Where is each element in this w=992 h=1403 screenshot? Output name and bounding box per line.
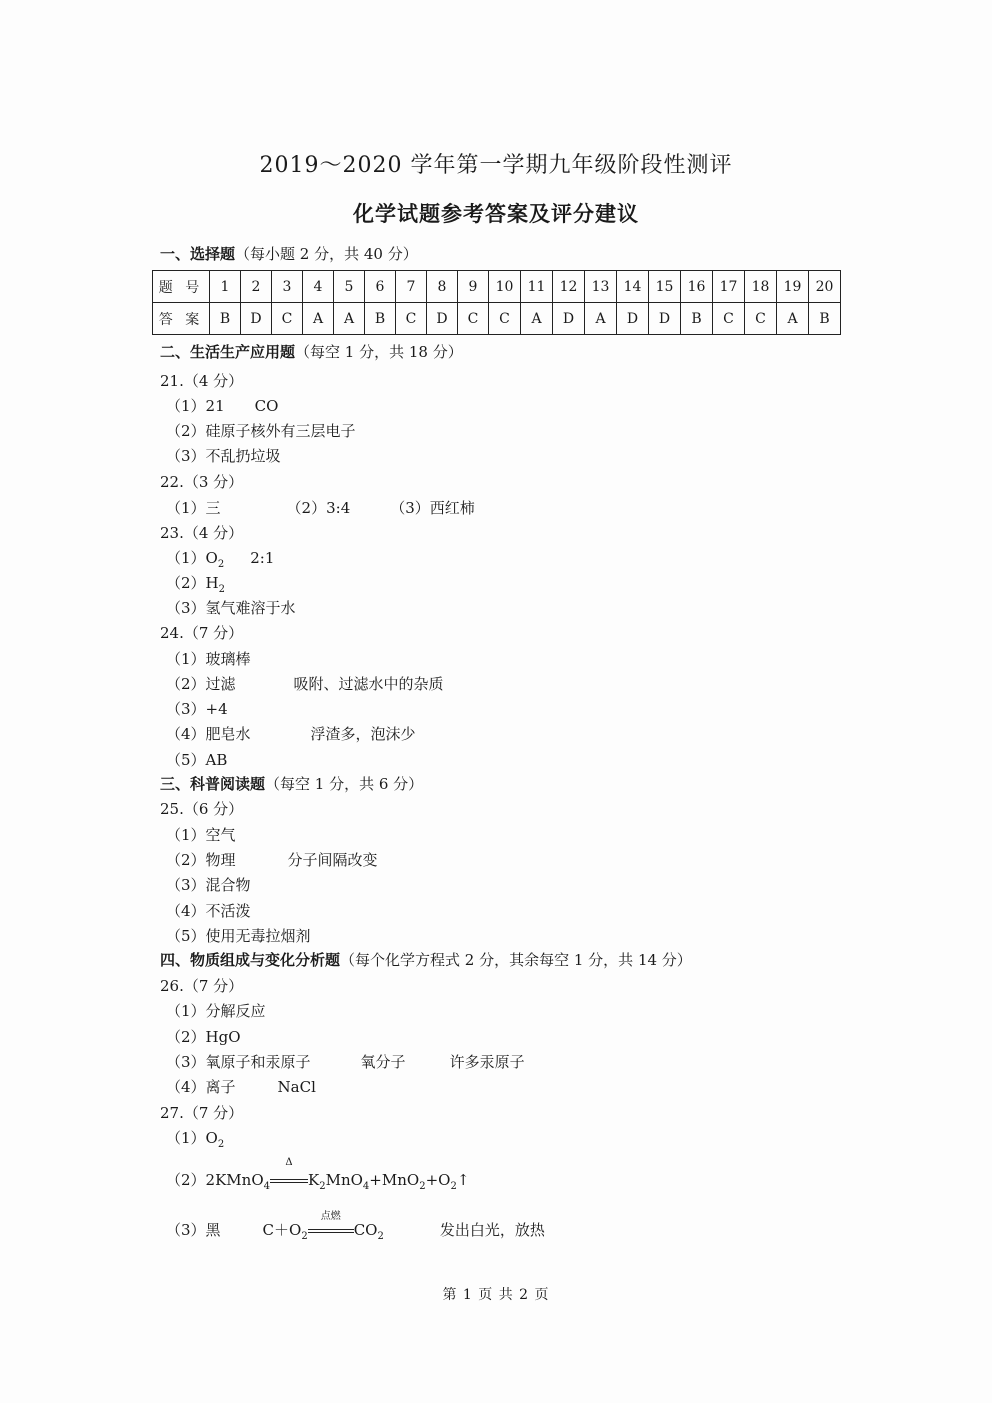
q26-answer-3b: 氧分子 bbox=[360, 1053, 406, 1071]
ignite-condition: 点燃 bbox=[320, 1211, 341, 1222]
q22-heading: 22.（3 分） bbox=[160, 473, 244, 491]
equation-2-left-sub: 4 bbox=[263, 1181, 270, 1192]
row-label-answer: 答 案 bbox=[153, 303, 210, 335]
q27-line-3 bbox=[166, 1211, 545, 1242]
equation-3-left-sub: 2 bbox=[301, 1231, 308, 1242]
q24-answer-2b: 吸附、过滤水中的杂质 bbox=[293, 675, 444, 693]
q22-line-1 bbox=[166, 497, 475, 518]
equation-2-right bbox=[308, 1171, 470, 1192]
question-number-cell: 11 bbox=[521, 271, 553, 303]
q23-answer-1b: 2:1 bbox=[250, 549, 275, 567]
answer-cell: A bbox=[585, 303, 617, 335]
section-2-note: （每空 1 分，共 18 分） bbox=[295, 343, 463, 361]
q27-answer-3a: （3）黑 bbox=[166, 1221, 221, 1239]
answer-cell: C bbox=[489, 303, 521, 335]
question-number-cell: 9 bbox=[458, 271, 489, 303]
eq2-k: K bbox=[308, 1171, 320, 1189]
question-number-cell: 1 bbox=[210, 271, 241, 303]
section-4-note: （每个化学方程式 2 分，其余每空 1 分，共 14 分） bbox=[340, 951, 692, 969]
q24-line-5: （5）AB bbox=[166, 751, 228, 769]
section-3-note: （每空 1 分，共 6 分） bbox=[265, 775, 424, 793]
q25-line-2 bbox=[166, 849, 378, 870]
answer-cell: B bbox=[210, 303, 241, 335]
q21-line-1 bbox=[166, 395, 278, 416]
q24-answer-4b: 浮渣多，泡沫少 bbox=[310, 725, 416, 743]
equation-2-left: 2KMnO bbox=[205, 1171, 264, 1189]
answer-cell: A bbox=[521, 303, 553, 335]
eq2-mno2-sub: 2 bbox=[419, 1181, 426, 1192]
q23-line-3: （3）氢气难溶于水 bbox=[166, 599, 296, 617]
q25-line-4: （4）不活泼 bbox=[166, 902, 251, 920]
q24-answer-2a: （2）过滤 bbox=[166, 675, 236, 693]
page-footer: 第 1 页 共 2 页 bbox=[442, 1287, 550, 1303]
section-3-title: 三、科普阅读题 bbox=[160, 775, 266, 793]
q27-line-1 bbox=[166, 1127, 224, 1150]
answer-cell: A bbox=[777, 303, 809, 335]
answer-cell: C bbox=[458, 303, 489, 335]
q26-line-1: （1）分解反应 bbox=[166, 1002, 266, 1020]
q27-heading: 27.（7 分） bbox=[160, 1104, 244, 1122]
q23-line-1 bbox=[166, 547, 274, 570]
q23-answer-1a: （1）O bbox=[166, 549, 218, 567]
q26-line-4 bbox=[166, 1076, 316, 1097]
q27-line-2 bbox=[166, 1157, 470, 1192]
row-label-number: 题 号 bbox=[153, 271, 210, 303]
q23-answer-1a-sub: 2 bbox=[217, 559, 225, 570]
q25-line-5: （5）使用无毒拉烟剂 bbox=[166, 927, 311, 945]
q25-line-3: （3）混合物 bbox=[166, 876, 251, 894]
question-number-cell: 4 bbox=[303, 271, 334, 303]
question-number-cell: 12 bbox=[553, 271, 585, 303]
q26-answer-4b: NaCl bbox=[277, 1078, 316, 1096]
q26-line-3 bbox=[166, 1051, 525, 1072]
q24-line-1: （1）玻璃棒 bbox=[166, 650, 251, 668]
q22-answer-1: （1）三 bbox=[166, 499, 221, 517]
q27-answer-1: （1）O bbox=[166, 1129, 218, 1147]
equation-3-arrow bbox=[308, 1211, 354, 1239]
answer-table bbox=[152, 270, 841, 335]
section-4-title: 四、物质组成与变化分析题 bbox=[160, 951, 341, 969]
equation-3-left: C＋O bbox=[262, 1221, 302, 1239]
section-2-title: 二、生活生产应用题 bbox=[160, 343, 296, 361]
answer-cell: D bbox=[553, 303, 585, 335]
question-number-cell: 13 bbox=[585, 271, 617, 303]
question-number-cell: 8 bbox=[427, 271, 458, 303]
q21-answer-1a: （1）21 bbox=[166, 397, 225, 415]
q24-line-4 bbox=[166, 723, 416, 744]
question-number-cell: 2 bbox=[241, 271, 272, 303]
eq2-gas-arrow: ↑ bbox=[456, 1171, 470, 1189]
q21-heading: 21.（4 分） bbox=[160, 372, 244, 390]
question-number-cell: 16 bbox=[681, 271, 713, 303]
q26-answer-3c: 许多汞原子 bbox=[449, 1053, 525, 1071]
eq2-mno2: +MnO bbox=[369, 1171, 420, 1189]
q25-answer-2b: 分子间隔改变 bbox=[287, 851, 378, 869]
question-number-cell: 18 bbox=[745, 271, 777, 303]
answer-cell: B bbox=[681, 303, 713, 335]
eq2-mno: MnO bbox=[325, 1171, 363, 1189]
answer-cell: C bbox=[272, 303, 303, 335]
section-2-heading bbox=[160, 341, 463, 362]
question-number-cell: 14 bbox=[617, 271, 649, 303]
q22-answer-3: （3）西红柿 bbox=[390, 499, 475, 517]
equation-3-right: CO bbox=[353, 1221, 378, 1239]
question-number-cell: 7 bbox=[396, 271, 427, 303]
table-row-answers bbox=[153, 303, 841, 335]
equation-2-arrow bbox=[270, 1157, 308, 1189]
eq2-k-sub: 2 bbox=[319, 1181, 326, 1192]
q25-line-1: （1）空气 bbox=[166, 826, 236, 844]
q27-answer-2-prefix: （2） bbox=[166, 1171, 206, 1189]
question-number-cell: 20 bbox=[809, 271, 841, 303]
section-3-heading bbox=[160, 773, 423, 794]
answer-cell: D bbox=[649, 303, 681, 335]
q22-answer-2: （2）3:4 bbox=[286, 499, 351, 517]
q21-line-3: （3）不乱扔垃圾 bbox=[166, 447, 281, 465]
q26-answer-4a: （4）离子 bbox=[166, 1078, 236, 1096]
eq2-mno-sub: 4 bbox=[362, 1181, 370, 1192]
answer-cell: D bbox=[427, 303, 458, 335]
q23-answer-2-sub: 2 bbox=[218, 584, 225, 595]
q25-answer-2a: （2）物理 bbox=[166, 851, 236, 869]
answer-cell: B bbox=[809, 303, 841, 335]
question-number-cell: 5 bbox=[334, 271, 365, 303]
q23-answer-2: （2）H bbox=[166, 574, 219, 592]
answer-cell: B bbox=[365, 303, 396, 335]
q24-line-2 bbox=[166, 673, 444, 694]
equation-3-right-sub: 2 bbox=[377, 1231, 384, 1242]
answer-cell: C bbox=[713, 303, 745, 335]
answer-cell: A bbox=[334, 303, 365, 335]
answer-cell: C bbox=[745, 303, 777, 335]
q27-answer-3c: 发出白光，放热 bbox=[439, 1221, 545, 1239]
eq2-o-sub: 2 bbox=[450, 1181, 457, 1192]
q25-heading: 25.（6 分） bbox=[160, 800, 244, 818]
table-row-numbers bbox=[153, 271, 841, 303]
eq2-o: +O bbox=[425, 1171, 451, 1189]
question-number-cell: 15 bbox=[649, 271, 681, 303]
document-title: 2019～2020 学年第一学期九年级阶段性测评 bbox=[259, 153, 733, 178]
q24-line-3: （3）+4 bbox=[166, 700, 228, 718]
question-number-cell: 6 bbox=[365, 271, 396, 303]
section-1-title: 一、选择题 bbox=[160, 245, 236, 263]
answer-cell: A bbox=[303, 303, 334, 335]
q21-answer-1b: CO bbox=[254, 397, 279, 415]
section-1-note: （每小题 2 分，共 40 分） bbox=[235, 245, 418, 263]
question-number-cell: 17 bbox=[713, 271, 745, 303]
section-1-heading bbox=[160, 243, 418, 264]
q26-answer-3a: （3）氧原子和汞原子 bbox=[166, 1053, 311, 1071]
q23-heading: 23.（4 分） bbox=[160, 524, 244, 542]
section-4-heading bbox=[160, 949, 692, 970]
document-subtitle: 化学试题参考答案及评分建议 bbox=[353, 201, 639, 226]
q21-line-2: （2）硅原子核外有三层电子 bbox=[166, 422, 356, 440]
answer-cell: C bbox=[396, 303, 427, 335]
answer-cell: D bbox=[241, 303, 272, 335]
q26-line-2: （2）HgO bbox=[166, 1028, 241, 1046]
q23-line-2 bbox=[166, 572, 225, 595]
q24-heading: 24.（7 分） bbox=[160, 624, 244, 642]
q26-heading: 26.（7 分） bbox=[160, 977, 244, 995]
heat-condition: Δ bbox=[285, 1157, 293, 1168]
question-number-cell: 10 bbox=[489, 271, 521, 303]
question-number-cell: 19 bbox=[777, 271, 809, 303]
q24-answer-4a: （4）肥皂水 bbox=[166, 725, 251, 743]
answer-cell: D bbox=[617, 303, 649, 335]
q27-answer-1-sub: 2 bbox=[217, 1139, 225, 1150]
question-number-cell: 3 bbox=[272, 271, 303, 303]
